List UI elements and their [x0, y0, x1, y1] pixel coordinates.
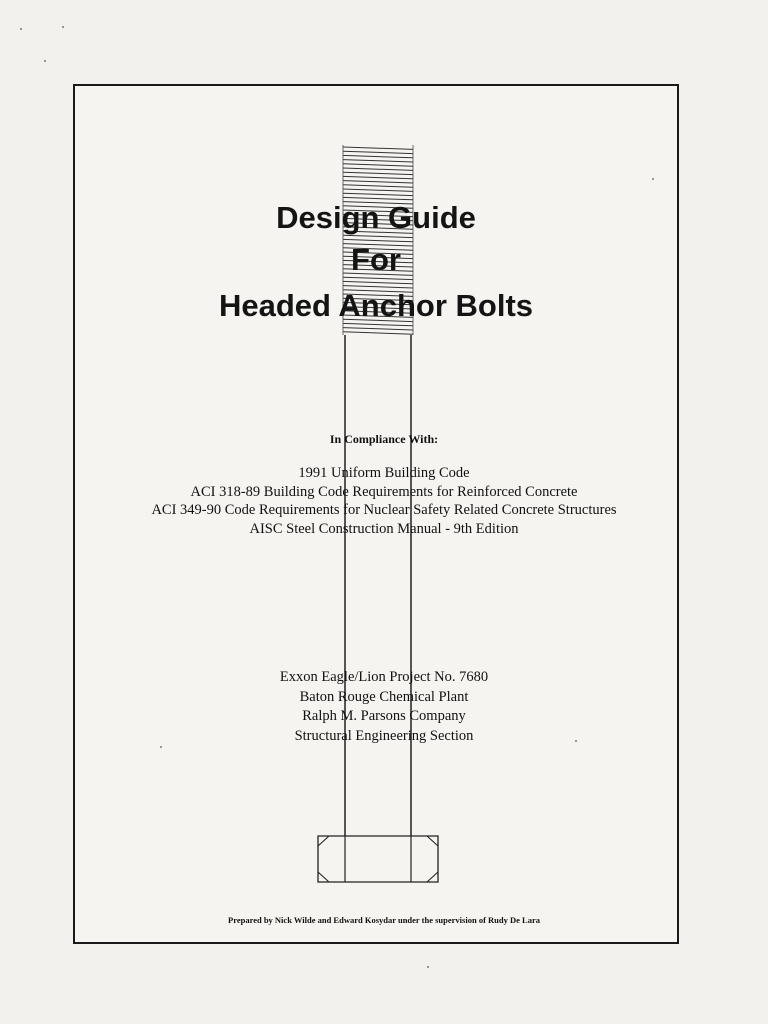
standard-item: ACI 349-90 Code Requirements for Nuclear Safety Related Concrete Structures — [151, 502, 617, 518]
scan-speck — [652, 178, 654, 180]
compliance-heading: In Compliance With: — [329, 432, 439, 446]
project-line: Baton Rouge Chemical Plant — [299, 688, 469, 705]
title-line-3: Headed Anchor Bolts — [218, 288, 534, 323]
standard-item: AISC Steel Construction Manual - 9th Edition — [249, 520, 519, 537]
prepared-by-note: Prepared by Nick Wilde and Edward Kosydar under the supervision of Rudy De Lara — [228, 915, 540, 925]
project-line: Ralph M. Parsons Company — [302, 708, 466, 724]
scan-speck — [62, 26, 64, 28]
scan-speck — [160, 746, 162, 748]
scan-speck — [575, 740, 577, 742]
scan-speck — [20, 28, 22, 30]
standard-item: ACI 318-89 Building Code Requirements for Reinforced Concrete — [190, 483, 578, 500]
title-line-1: Design Guide — [276, 200, 476, 235]
project-info — [0, 668, 768, 746]
standard-item: 1991 Uniform Building Code — [298, 465, 470, 481]
scan-speck — [427, 966, 429, 968]
project-line: Exxon Eagle/Lion Project No. 7680 — [279, 669, 489, 685]
project-line: Structural Engineering Section — [294, 727, 474, 744]
scan-speck — [44, 60, 46, 62]
title-line-2: For — [351, 242, 401, 277]
standards-list — [0, 464, 768, 538]
